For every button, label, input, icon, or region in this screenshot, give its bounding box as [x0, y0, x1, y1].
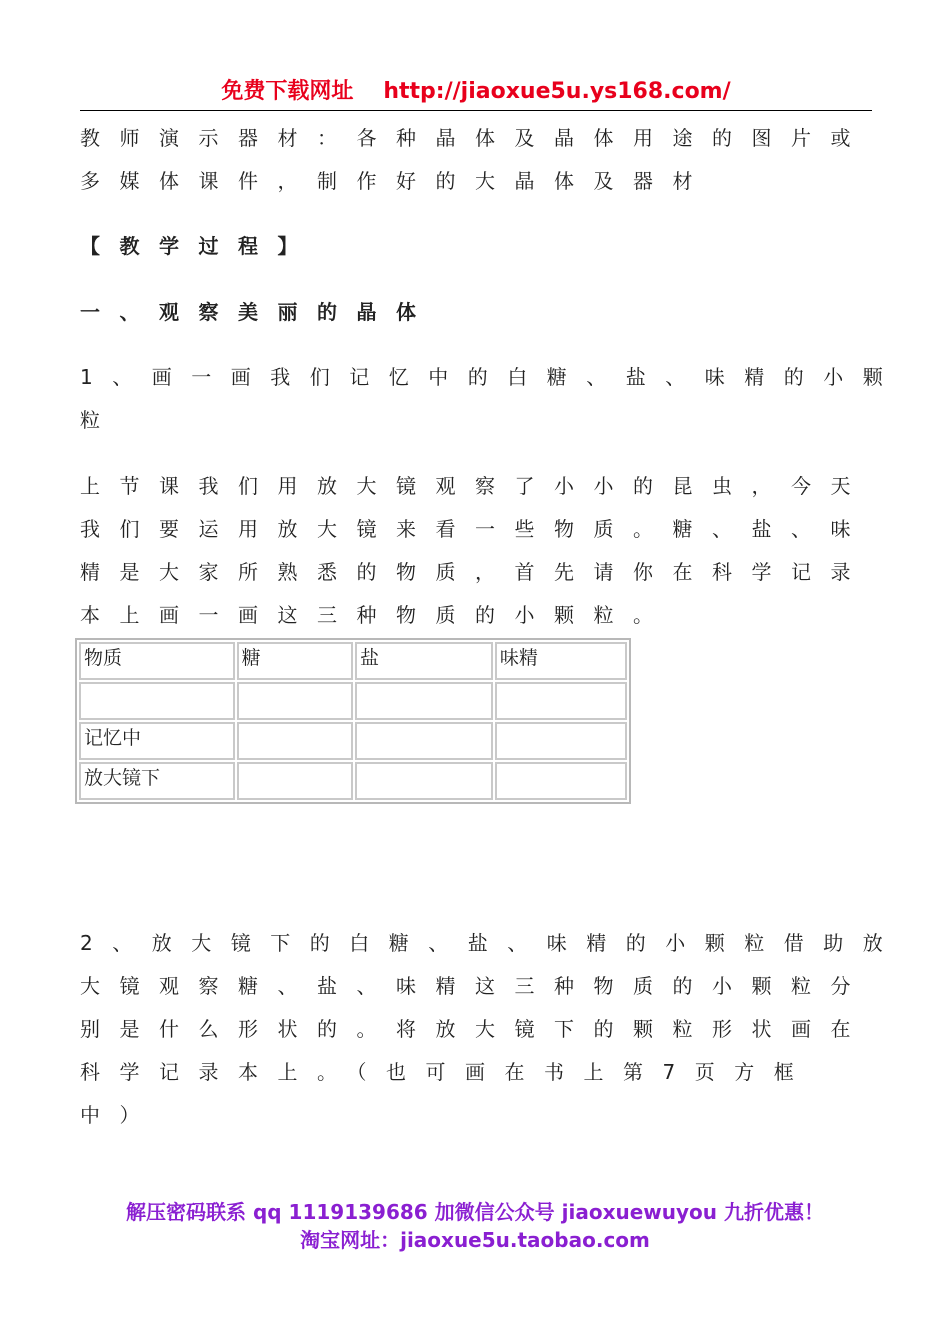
table-cell: [495, 682, 627, 720]
header-cell: 盐: [355, 642, 493, 680]
table-cell: [495, 762, 627, 800]
paragraph-1-line-4: 本上画一画这三种物质的小颗粒。: [80, 603, 673, 627]
process-heading: 【教学过程】: [80, 234, 317, 258]
download-header: [80, 76, 872, 111]
paragraph-1-line-3: 精是大家所熟悉的物质，首先请你在科学记录: [80, 560, 870, 584]
table-header-row: [79, 642, 627, 680]
header-cell: 味精: [495, 642, 627, 680]
download-label: 免费下载网址: [221, 79, 354, 104]
table-cell: [79, 682, 235, 720]
section-heading-1: 一、观察美丽的晶体: [80, 300, 436, 324]
materials-line-2: 多媒体课件，制作好的大晶体及器材: [80, 169, 712, 193]
paragraph-1-line-2: 我们要运用放大镜来看一些物质。糖、盐、味: [80, 517, 870, 541]
table-cell: [237, 722, 353, 760]
header-cell: 物质: [79, 642, 235, 680]
step-2-line-5: 中）: [80, 1103, 159, 1127]
paragraph-1-line-1: 上节课我们用放大镜观察了小小的昆虫，今天: [80, 474, 870, 498]
step-1-line-1: 1、画一画我们记忆中的白糖、盐、味精的小颗: [80, 365, 903, 389]
table-cell: [237, 762, 353, 800]
table-cell: [495, 722, 627, 760]
table-cell: [355, 762, 493, 800]
table-cell: 记忆中: [79, 722, 235, 760]
table-row: [79, 682, 627, 720]
materials-line-1: 教师演示器材：各种晶体及晶体用途的图片或: [80, 126, 870, 150]
table-cell: [355, 722, 493, 760]
step-2-line-1: 2、放大镜下的白糖、盐、味精的小颗粒借助放: [80, 931, 903, 955]
table-row: [79, 762, 627, 800]
download-url-link[interactable]: http://jiaoxue5u.ys168.com/: [383, 79, 731, 104]
step-2-line-2: 大镜观察糖、盐、味精这三种物质的小颗粒分: [80, 974, 870, 998]
step-1-line-2: 粒: [80, 408, 120, 432]
table-cell: [355, 682, 493, 720]
step-2-line-4: 科学记录本上。（也可画在书上第7页方框: [80, 1060, 814, 1084]
footer-contact: 解压密码联系 qq 1119139686 加微信公众号 jiaoxuewuyou 九折优惠！: [126, 1200, 824, 1224]
table-row: [79, 722, 627, 760]
table-cell: [237, 682, 353, 720]
step-2-line-3: 别是什么形状的。将放大镜下的颗粒形状画在: [80, 1017, 870, 1041]
footer-shop-link[interactable]: 淘宝网址：jiaoxue5u.taobao.com: [300, 1228, 650, 1252]
table-cell: 放大镜下: [79, 762, 235, 800]
header-cell: 糖: [237, 642, 353, 680]
observation-table: [75, 638, 631, 804]
